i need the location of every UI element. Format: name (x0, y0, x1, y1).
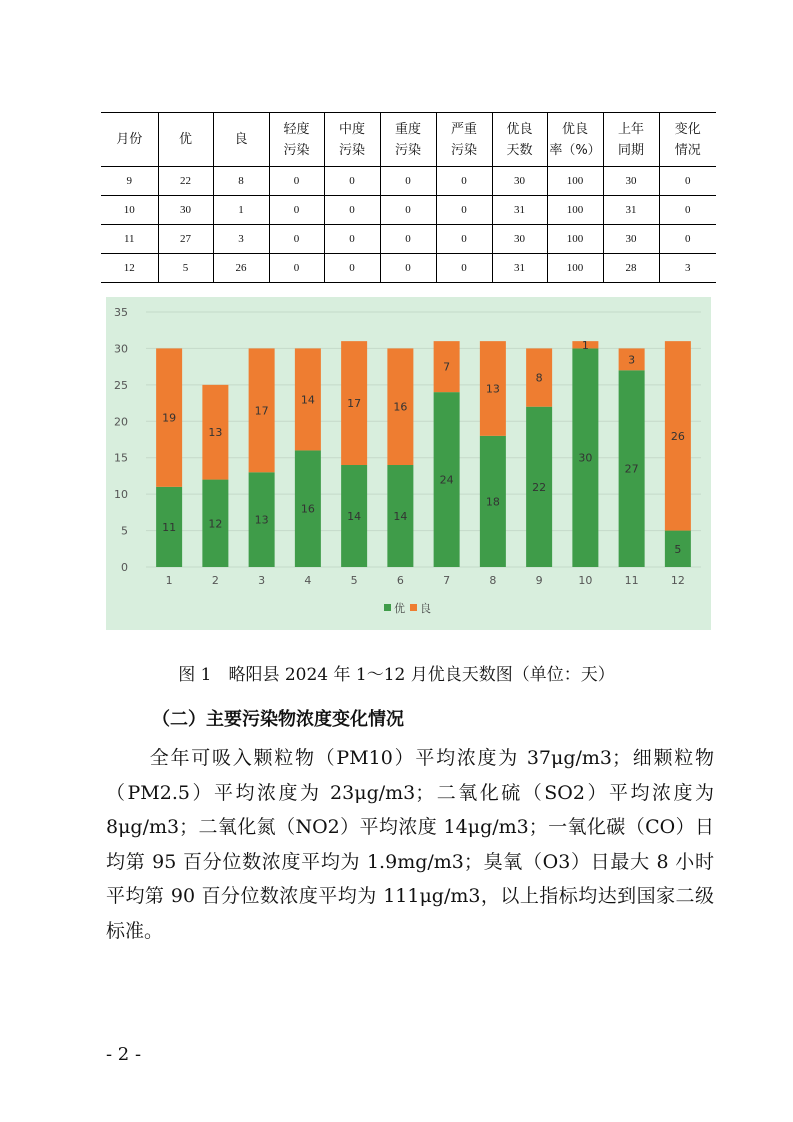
data-label: 26 (670, 429, 685, 443)
y-tick-label: 25 (114, 378, 128, 392)
table-header-text: 中度 (338, 121, 365, 137)
data-label: 13 (208, 426, 223, 440)
data-label: 19 (162, 411, 177, 425)
table-header-text: 轻度 (283, 121, 310, 137)
table-header-cell (659, 113, 716, 167)
table-header-cell (158, 113, 213, 167)
table-cell: 5 (158, 254, 213, 283)
table-header-text: 污染 (283, 142, 310, 158)
table-cell: 30 (603, 167, 659, 196)
legend-label: 良 (420, 602, 431, 615)
x-tick-label: 12 (670, 574, 685, 587)
table-cell: 22 (158, 167, 213, 196)
table-cell: 30 (492, 167, 547, 196)
table-cell: 0 (269, 254, 324, 283)
table-cell: 0 (324, 254, 380, 283)
data-label: 13 (485, 382, 500, 396)
table-cell: 0 (269, 225, 324, 254)
table-cell: 11 (101, 225, 158, 254)
table-row (101, 167, 716, 196)
stacked-bar-chart (106, 297, 711, 630)
data-label: 8 (535, 371, 543, 385)
data-label: 18 (485, 495, 500, 509)
data-label: 14 (347, 510, 362, 523)
table-cell: 0 (436, 254, 492, 283)
table-header-text: 上年 (617, 121, 644, 137)
table-header-text: 情况 (674, 142, 701, 158)
legend-swatch (410, 604, 417, 611)
table-header-text: 月份 (116, 132, 143, 147)
table-cell: 0 (380, 196, 436, 225)
table-header-cell (101, 113, 158, 167)
table-cell: 10 (101, 196, 158, 225)
table-cell: 30 (603, 225, 659, 254)
y-tick-label: 20 (114, 415, 128, 429)
table-cell: 31 (492, 196, 547, 225)
data-label: 22 (532, 480, 547, 494)
table-header-text: 污染 (450, 142, 477, 158)
page-number: - 2 - (106, 1044, 142, 1065)
table-cell: 0 (269, 196, 324, 225)
body-paragraph (106, 741, 714, 948)
table-header-text: 污染 (394, 142, 421, 158)
data-label: 30 (578, 451, 593, 465)
table-cell: 0 (324, 196, 380, 225)
table-cell: 100 (547, 254, 603, 283)
table-cell: 27 (158, 225, 213, 254)
y-tick-label: 30 (114, 342, 128, 356)
section-title: （二）主要污染物浓度变化情况 (152, 709, 404, 730)
table-cell: 28 (603, 254, 659, 283)
data-label: 12 (208, 517, 223, 531)
x-tick-label: 8 (489, 574, 497, 587)
table-header-cell (547, 113, 603, 167)
data-label: 3 (628, 353, 636, 367)
table-header-text: 良 (234, 132, 248, 147)
table-cell: 0 (324, 225, 380, 254)
table-header-text: 变化 (674, 121, 701, 137)
data-label: 24 (439, 473, 454, 487)
table-header-text: 优良 (506, 121, 533, 137)
data-label: 14 (300, 393, 315, 407)
y-tick-label: 10 (114, 488, 128, 502)
table-cell: 3 (213, 225, 269, 254)
table-cell: 100 (547, 167, 603, 196)
table-header-text: 污染 (338, 142, 365, 158)
table-header-text: 优 (178, 132, 192, 147)
table-cell: 30 (158, 196, 213, 225)
table-cell: 9 (101, 167, 158, 196)
table-cell: 30 (492, 225, 547, 254)
table-header-cell (492, 113, 547, 167)
table-row (101, 225, 716, 254)
good-days-chart (106, 297, 711, 630)
data-label: 27 (624, 462, 639, 476)
table-header-text: 天数 (506, 142, 533, 158)
table-cell: 0 (659, 196, 716, 225)
table-cell: 26 (213, 254, 269, 283)
legend-label: 优 (394, 602, 405, 615)
table-cell: 0 (380, 167, 436, 196)
body-paragraph-text: 全年可吸入颗粒物（PM10）平均浓度为 37μg/m3；细颗粒物（PM2.5）平均浓度为 23μg/m3；二氧化硫（SO2）平均浓度为 8μg/m3；二氧化氮（NO2）平均浓度 14μg/m3；一氧化碳（CO）日均第 95 百分位数浓度平均为 1.9mg/m3；臭氧（O3）日最大 8 小时平均第 90 百分位数浓度平均为 111μg/m3，以上指标均达到国家二级标准。 (106, 747, 714, 942)
table-header-cell (436, 113, 492, 167)
table-cell: 0 (436, 196, 492, 225)
table-header-text: 率（%） (549, 142, 601, 158)
data-label: 1 (581, 338, 589, 352)
table-header-cell (213, 113, 269, 167)
table-cell: 0 (269, 167, 324, 196)
table-header-text: 同期 (617, 142, 644, 158)
x-tick-label: 1 (165, 574, 173, 587)
x-tick-label: 6 (396, 574, 404, 587)
table-header-text: 优良 (561, 121, 588, 137)
data-label: 14 (393, 510, 408, 523)
table-header-cell (269, 113, 324, 167)
x-tick-label: 10 (578, 574, 593, 587)
table-cell: 0 (659, 167, 716, 196)
x-tick-label: 11 (624, 574, 639, 587)
table-cell: 0 (324, 167, 380, 196)
table-cell: 3 (659, 254, 716, 283)
table-row (101, 196, 716, 225)
table-header-cell (603, 113, 659, 167)
y-tick-label: 0 (121, 561, 128, 574)
table-cell: 0 (380, 225, 436, 254)
x-tick-label: 5 (350, 574, 358, 587)
table-cell: 0 (436, 167, 492, 196)
data-label: 11 (162, 520, 177, 534)
table-header-text: 严重 (450, 121, 477, 137)
x-tick-label: 4 (304, 574, 312, 587)
data-label: 7 (443, 360, 451, 374)
table-cell: 100 (547, 196, 603, 225)
table-cell: 8 (213, 167, 269, 196)
table-header-text: 重度 (394, 121, 421, 137)
x-tick-label: 2 (211, 574, 219, 587)
table-cell: 0 (436, 225, 492, 254)
x-tick-label: 3 (258, 574, 266, 587)
table-cell: 31 (603, 196, 659, 225)
legend-swatch (384, 604, 391, 611)
table-header-row (101, 113, 716, 167)
table-cell: 0 (380, 254, 436, 283)
y-tick-label: 5 (121, 524, 128, 538)
x-tick-label: 9 (535, 574, 543, 587)
table-header-cell (380, 113, 436, 167)
x-tick-label: 7 (443, 574, 451, 587)
figure-caption: 图 1 略阳县 2024 年 1～12 月优良天数图（单位：天） (178, 665, 615, 685)
data-label: 5 (674, 542, 682, 556)
data-label: 16 (393, 400, 408, 414)
data-label: 13 (254, 513, 269, 527)
table-row (101, 254, 716, 283)
table-cell: 0 (659, 225, 716, 254)
data-label: 17 (254, 404, 269, 418)
table-cell: 1 (213, 196, 269, 225)
table-header-cell (324, 113, 380, 167)
table-cell: 100 (547, 225, 603, 254)
y-tick-label: 35 (114, 306, 128, 319)
table-cell: 12 (101, 254, 158, 283)
y-tick-label: 15 (114, 451, 128, 465)
air-quality-table (101, 112, 716, 283)
table-cell: 31 (492, 254, 547, 283)
data-label: 16 (300, 502, 315, 516)
data-label: 17 (347, 397, 362, 411)
